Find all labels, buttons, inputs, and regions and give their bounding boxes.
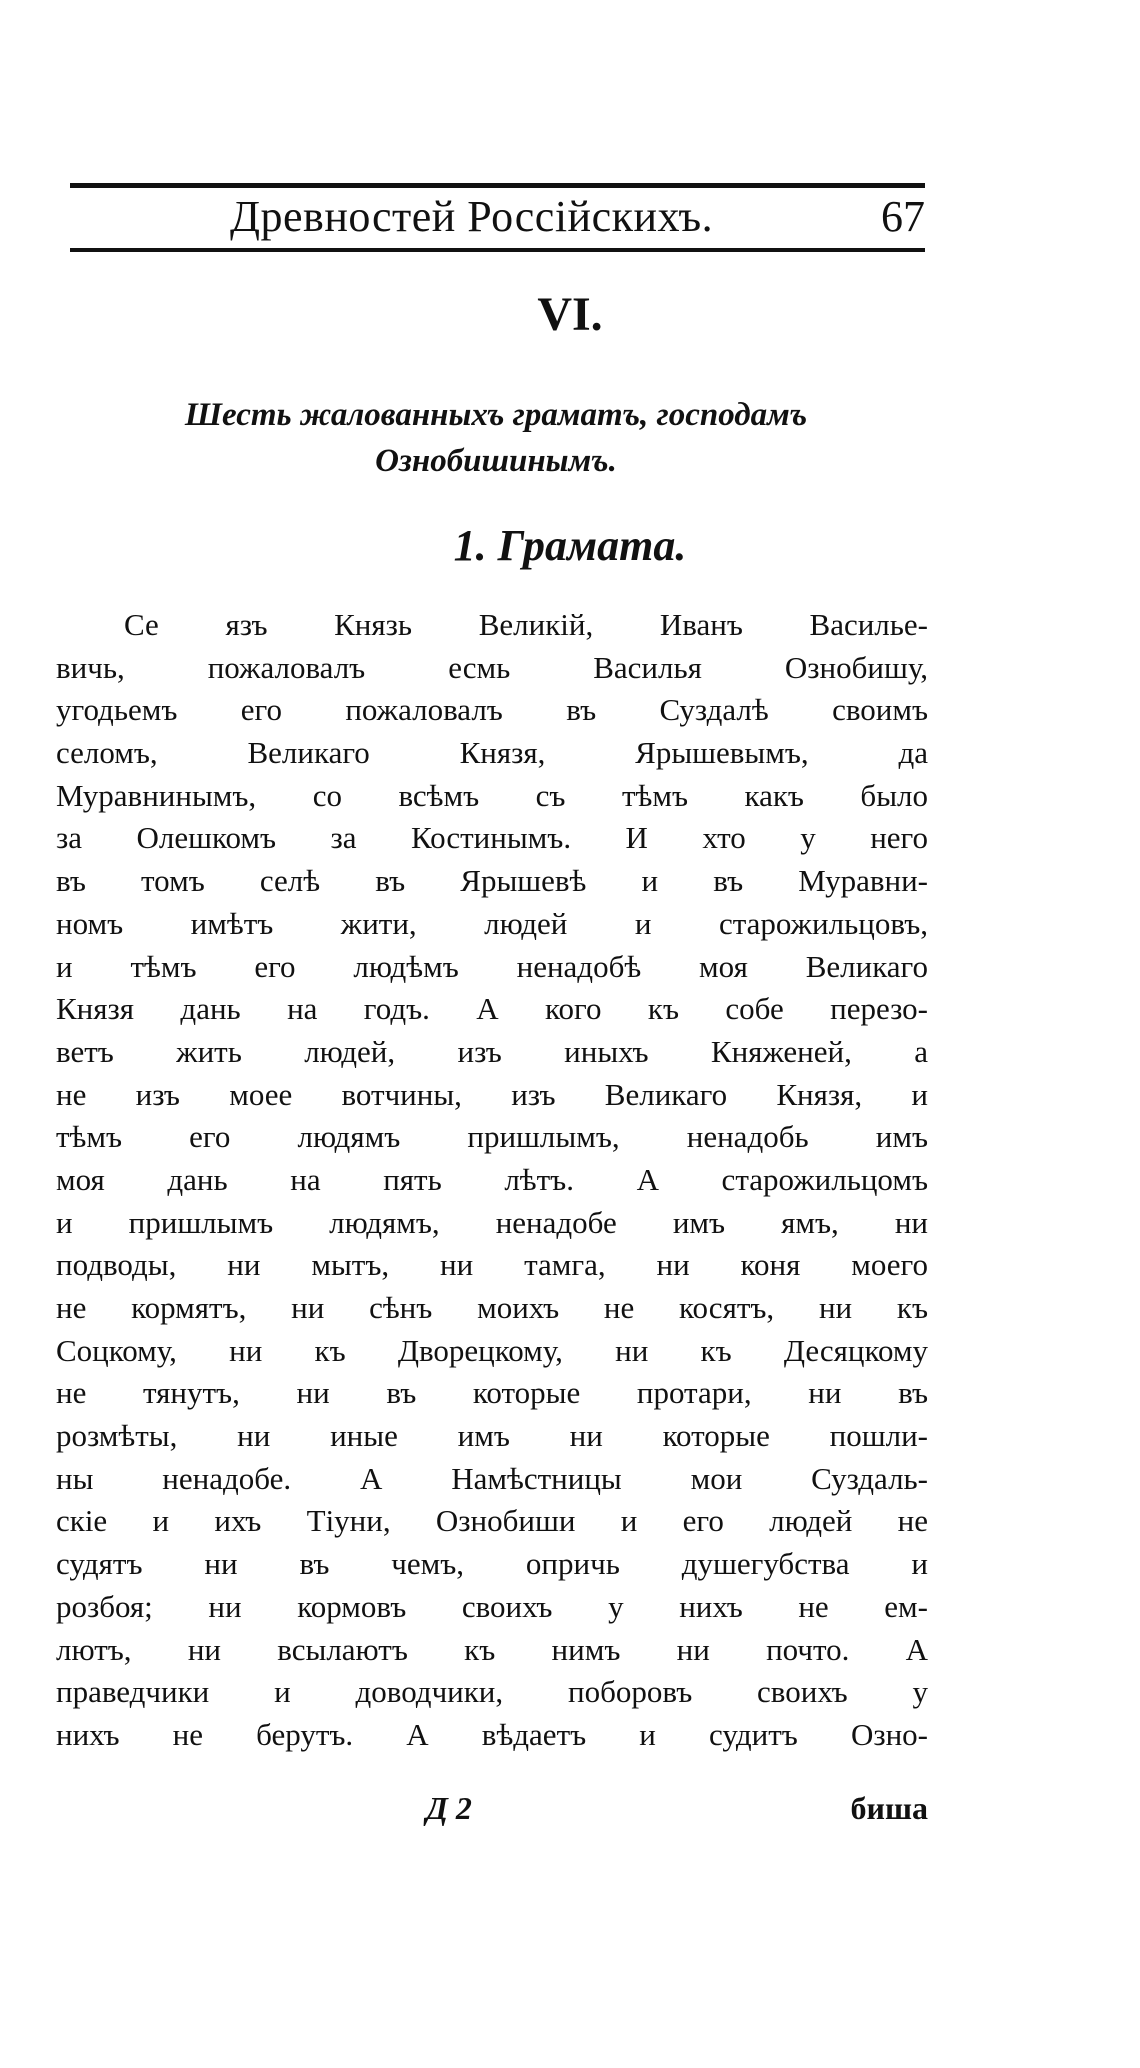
text-line: вичь, пожаловалъ есмь Василья Ознобишу,	[56, 649, 928, 685]
body-text	[56, 604, 928, 1757]
running-head	[70, 186, 925, 248]
text-line: розбоя; ни кормовъ своихъ у нихъ не ем-	[56, 1588, 928, 1624]
text-line: тѣмъ его людямъ пришлымъ, ненадобь имъ	[56, 1119, 928, 1155]
section-title	[62, 392, 930, 484]
signature-mark: Д 2	[426, 1790, 472, 1826]
text-line: угодьемъ его пожаловалъ въ Суздалѣ своимъ	[56, 692, 928, 728]
section-numeral: VI.	[537, 288, 603, 341]
section-title-line: Ознобишинымъ.	[375, 443, 617, 479]
text-line: розмѣты, ни иные имъ ни которые пошли-	[56, 1418, 928, 1454]
text-line: не тянутъ, ни въ которые протари, ни въ	[56, 1375, 928, 1411]
text-line: Муравнинымъ, со всѣмъ съ тѣмъ какъ было	[56, 777, 928, 813]
text-line: селомъ, Великаго Князя, Ярышевымъ, да	[56, 735, 928, 771]
text-line: номъ имѣтъ жити, людей и старожильцовъ,	[56, 905, 928, 941]
document-heading: 1. Грамата.	[453, 521, 687, 570]
running-title: Древностей Россiйскихъ.	[230, 192, 714, 241]
text-line: не кормятъ, ни сѣнъ моихъ не косятъ, ни къ	[56, 1290, 928, 1325]
text-line: подводы, ни мытъ, ни тамга, ни коня моего	[56, 1247, 928, 1283]
text-line: Се язъ Князь Великiй, Иванъ Василье-	[124, 607, 928, 642]
text-line: скiе и ихъ Тiуни, Ознобиши и его людей не	[56, 1503, 928, 1539]
text-line: Князя дань на годъ. А кого къ собе перезо-	[56, 991, 928, 1027]
text-line: не изъ моее вотчины, изъ Великаго Князя, и	[56, 1076, 928, 1112]
catchword: биша	[850, 1790, 928, 1826]
text-line: моя дань на пять лѣтъ. А старожильцомъ	[56, 1161, 928, 1197]
text-line: судятъ ни въ чемъ, опричь душегубства и	[56, 1546, 928, 1582]
text-line: и пришлымъ людямъ, ненадобе имъ ямъ, ни	[56, 1204, 928, 1240]
text-line: и тѣмъ его людѣмъ ненадобѣ моя Великаго	[56, 948, 928, 984]
text-line: Соцкому, ни къ Дворецкому, ни къ Десяцкому	[56, 1332, 928, 1368]
page-number: 67	[881, 192, 925, 241]
text-line: нихъ не берутъ. А вѣдаетъ и судитъ Озно-	[56, 1716, 928, 1752]
text-line: праведчики и доводчики, поборовъ своихъ у	[56, 1674, 928, 1710]
section-title-line: Шесть жалованныхъ граматъ, господамъ	[184, 397, 808, 433]
page-footer	[56, 1784, 928, 1832]
text-line: за Олешкомъ за Костинымъ. И хто у него	[56, 820, 928, 856]
header-rule-bottom	[70, 248, 925, 252]
text-line: въ томъ селѣ въ Ярышевѣ и въ Муравни-	[56, 863, 928, 899]
text-line: ны ненадобе. А Намѣстницы мои Суздаль-	[56, 1460, 928, 1496]
text-line: лютъ, ни всылаютъ къ нимъ ни почто. А	[56, 1631, 928, 1667]
text-line: ветъ жить людей, изъ иныхъ Княженей, а	[56, 1033, 928, 1069]
